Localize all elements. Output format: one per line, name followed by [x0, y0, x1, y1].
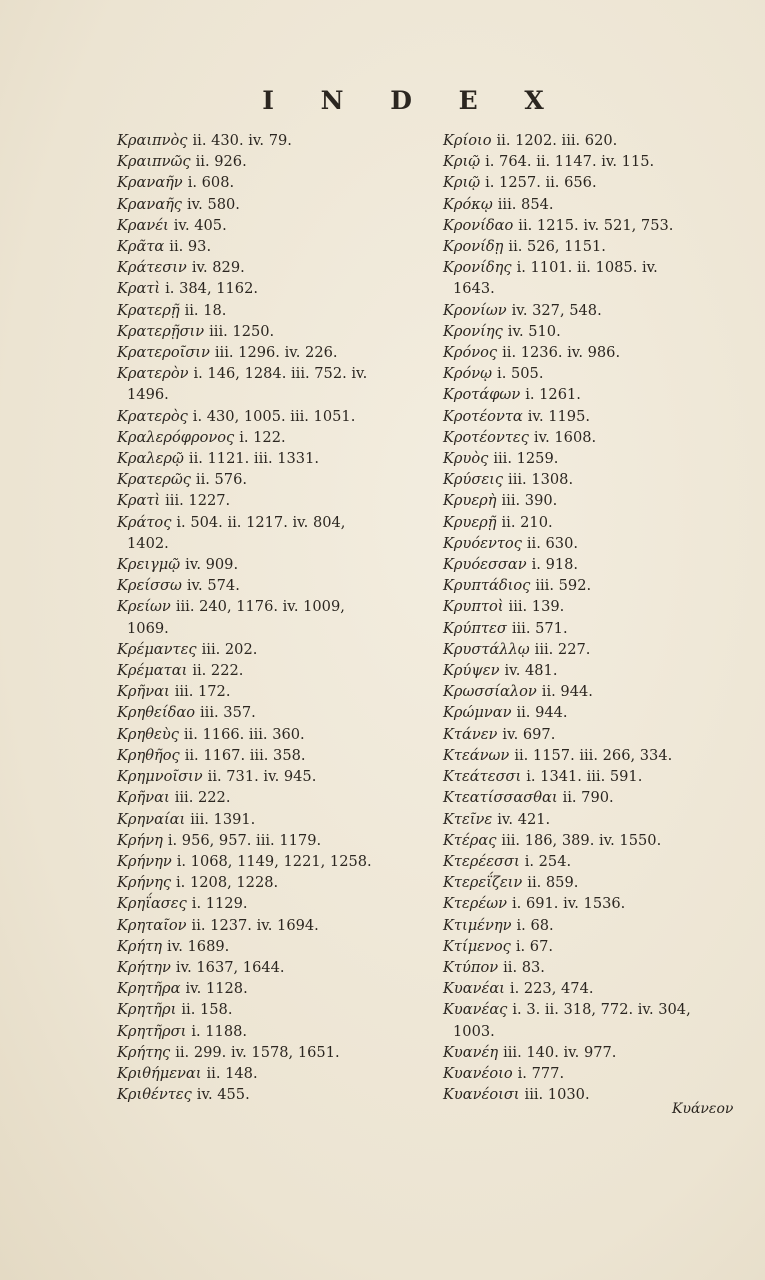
headword: Κρυστάλλῳ — [443, 640, 530, 658]
index-entry — [443, 427, 743, 448]
headword: Κρήτη — [117, 937, 163, 955]
index-entry — [117, 681, 429, 702]
references: iii. 222. — [174, 789, 231, 807]
index-entry-continuation — [117, 384, 429, 405]
headword: Κρείων — [117, 598, 171, 616]
references: iv. 481. — [504, 662, 558, 680]
index-entry — [117, 194, 429, 215]
references: iii. 571. — [511, 619, 568, 637]
catchword: Κυάνεον — [672, 1101, 734, 1117]
index-entry — [443, 342, 743, 363]
index-entry — [117, 321, 429, 342]
headword: Κρόνος — [443, 344, 498, 362]
headword: Κρέμαται — [117, 662, 188, 680]
index-entry-continuation — [117, 533, 429, 554]
references: i. 956, 957. iii. 1179. — [167, 831, 322, 849]
headword: Κριῷ — [443, 174, 481, 192]
index-entry — [117, 639, 429, 660]
headword: Κρύσεις — [443, 471, 504, 489]
index-entry — [443, 660, 743, 681]
references: i. 223, 474. — [509, 980, 594, 998]
headword: Κυανέοισι — [443, 1086, 520, 1104]
references: ii. 430. iv. 79. — [192, 132, 292, 149]
headword: Κραναῆν — [117, 174, 183, 192]
references: 1643. — [453, 280, 495, 298]
headword: Κρατερῇ — [117, 301, 180, 319]
references: ii. 148. — [206, 1064, 258, 1082]
index-entry — [117, 936, 429, 957]
headword: Κραλερῷ — [117, 450, 184, 468]
headword: Κροτάφων — [443, 386, 521, 404]
index-entry — [117, 215, 429, 236]
index-entry — [443, 809, 743, 830]
references: iv. 1637, 1644. — [175, 958, 285, 976]
references: iv. 421. — [497, 810, 551, 828]
headword: Κρηθεὺς — [117, 725, 179, 743]
index-entry — [443, 851, 743, 872]
headword: Κρήτης — [117, 1043, 171, 1061]
headword: Κρυερῇ — [443, 513, 497, 531]
references: ii. 93. — [169, 238, 212, 256]
references: i. 1341. iii. 591. — [526, 768, 643, 786]
references: ii. 83. — [503, 958, 545, 976]
index-entry-continuation — [117, 618, 429, 639]
references: ii. 1121. iii. 1331. — [188, 450, 319, 468]
index-entry — [117, 702, 429, 723]
index-entry — [443, 384, 743, 405]
headword: Κρῆναι — [117, 789, 170, 807]
headword: Κρειγμῷ — [117, 556, 181, 574]
references: ii. 859. — [527, 874, 579, 892]
references: i. 430, 1005. iii. 1051. — [192, 407, 356, 425]
headword: Κρονίδῃ — [443, 238, 504, 256]
index-entry — [443, 893, 743, 914]
index-entry — [117, 978, 429, 999]
index-entry — [117, 596, 429, 617]
references: i. 918. — [531, 556, 579, 574]
references: iii. 1030. — [524, 1086, 590, 1104]
index-entry — [443, 533, 743, 554]
headword: Κράτεσιν — [117, 259, 187, 277]
headword: Κριθέντες — [117, 1086, 192, 1104]
headword: Κτεάτεσσι — [443, 768, 522, 786]
headword: Κρήνης — [117, 874, 172, 892]
index-column-right — [443, 130, 743, 1105]
index-entry — [443, 151, 743, 172]
index-entry — [443, 215, 743, 236]
headword: Κρυόεσσαν — [443, 556, 527, 574]
index-entry — [443, 766, 743, 787]
references: ii. 526, 1151. — [508, 238, 606, 256]
references: i. 1208, 1228. — [176, 874, 279, 892]
references: i. 1188. — [191, 1022, 248, 1040]
headword: Κραλερόφρονος — [117, 428, 235, 446]
index-entry — [117, 512, 429, 533]
index-entry — [117, 172, 429, 193]
headword: Κρύπτεσ — [443, 619, 507, 637]
index-entry — [443, 724, 743, 745]
index-entry — [117, 575, 429, 596]
headword: Κρατερὸς — [117, 407, 188, 425]
references: iv. 574. — [186, 577, 240, 595]
index-entry — [443, 512, 743, 533]
headword: Κρᾶτα — [117, 238, 165, 256]
index-entry — [117, 766, 429, 787]
headword: Κρίοιο — [443, 132, 492, 149]
index-entry — [117, 809, 429, 830]
references: ii. 1167. iii. 358. — [184, 746, 306, 764]
index-entry — [117, 554, 429, 575]
index-entry — [117, 915, 429, 936]
headword: Κριῷ — [443, 153, 481, 171]
references: iii. 202. — [201, 640, 258, 658]
references: iii. 186, 389. iv. 1550. — [501, 831, 662, 849]
index-entry — [117, 1063, 429, 1084]
references: ii. 158. — [181, 1001, 233, 1019]
headword: Κρυερὴ — [443, 492, 497, 510]
index-entry — [117, 724, 429, 745]
references: i. 146, 1284. iii. 752. iv. — [193, 365, 368, 383]
references: ii. 222. — [192, 662, 244, 680]
headword: Κρόνῳ — [443, 365, 493, 383]
headword: Κραιπνὸς — [117, 132, 188, 149]
index-entry — [117, 872, 429, 893]
references: i. 3. ii. 318, 772. iv. 304, — [512, 1001, 691, 1019]
index-entry — [443, 1063, 743, 1084]
headword: Κυανέας — [443, 1001, 508, 1019]
headword: Κυανέοιο — [443, 1064, 513, 1082]
references: i. 1068, 1149, 1221, 1258. — [176, 852, 372, 870]
index-entry — [443, 702, 743, 723]
references: i. 777. — [517, 1064, 565, 1082]
index-entry — [443, 915, 743, 936]
headword: Κρήνη — [117, 831, 163, 849]
references: iv. 1128. — [185, 980, 248, 998]
headword: Κτερέων — [443, 895, 507, 913]
references: ii. 1157. iii. 266, 334. — [514, 746, 673, 764]
references: i. 1129. — [191, 895, 248, 913]
references: iii. 140. iv. 977. — [503, 1043, 617, 1061]
references: i. 504. ii. 1217. iv. 804, — [176, 513, 346, 531]
index-entry — [443, 978, 743, 999]
references: i. 67. — [515, 937, 554, 955]
index-entry — [117, 957, 429, 978]
references: iv. 909. — [185, 556, 239, 574]
index-entry — [117, 363, 429, 384]
headword: Κρανέι — [117, 216, 169, 234]
index-entry — [443, 130, 743, 151]
references: iv. 455. — [196, 1086, 250, 1104]
references: ii. 576. — [195, 471, 248, 489]
index-entry — [443, 490, 743, 511]
references: iv. 1689. — [167, 937, 230, 955]
references: ii. 630. — [526, 534, 578, 552]
index-entry — [443, 745, 743, 766]
headword: Κρητῆρα — [117, 980, 181, 998]
index-entry — [443, 639, 743, 660]
index-entry — [443, 872, 743, 893]
references: iii. 1250. — [209, 322, 275, 340]
references: iii. 390. — [501, 492, 558, 510]
headword: Κτεάνων — [443, 746, 510, 764]
references: ii. 1237. iv. 1694. — [191, 916, 319, 934]
references: iii. 172. — [174, 683, 231, 701]
references: iii. 240, 1176. iv. 1009, — [175, 598, 345, 616]
index-entry — [443, 172, 743, 193]
index-entry-continuation — [443, 1021, 743, 1042]
references: ii. 944. — [516, 704, 568, 722]
headword: Κρατερῶς — [117, 471, 191, 489]
headword: Κρημνοῖσιν — [117, 768, 203, 786]
index-entry — [117, 257, 429, 278]
references: iv. 510. — [507, 322, 561, 340]
index-entry — [443, 596, 743, 617]
references: iii. 1296. iv. 226. — [214, 344, 338, 362]
references: ii. 210. — [501, 513, 553, 531]
headword: Κρυόεντος — [443, 534, 522, 552]
index-entry — [117, 342, 429, 363]
references: iii. 1259. — [493, 450, 559, 468]
index-entry — [443, 681, 743, 702]
index-entry — [117, 830, 429, 851]
headword: Κτερέεσσι — [443, 852, 520, 870]
references: iii. 854. — [497, 195, 554, 213]
headword: Κρητῆρσι — [117, 1022, 187, 1040]
index-entry — [117, 151, 429, 172]
references: i. 122. — [239, 428, 286, 446]
page-title: I N D E X — [262, 86, 563, 115]
headword: Κρυπτοὶ — [443, 598, 504, 616]
references: iii. 357. — [200, 704, 256, 722]
headword: Κρατεροῖσιν — [117, 344, 210, 362]
headword: Κρονίδης — [443, 259, 512, 277]
headword: Κρατερὸν — [117, 365, 189, 383]
index-entry — [117, 278, 429, 299]
references: iv. 405. — [173, 216, 227, 234]
headword: Κτύπον — [443, 958, 499, 976]
headword: Κρύψεν — [443, 662, 500, 680]
headword: Κτιμένην — [443, 916, 512, 934]
index-entry — [443, 1042, 743, 1063]
references: iv. 829. — [191, 259, 245, 277]
references: ii. 731. iv. 945. — [207, 768, 317, 786]
headword: Κρυπτάδιος — [443, 577, 531, 595]
index-entry — [443, 406, 743, 427]
references: iii. 1227. — [165, 492, 231, 510]
references: i. 254. — [524, 852, 572, 870]
references: i. 505. — [497, 365, 544, 383]
references: ii. 790. — [562, 789, 614, 807]
index-entry-continuation — [443, 278, 743, 299]
index-entry — [443, 194, 743, 215]
headword: Κτεατίσσασθαι — [443, 789, 558, 807]
index-entry — [117, 236, 429, 257]
references: i. 1101. ii. 1085. iv. — [516, 259, 658, 277]
index-entry — [117, 999, 429, 1020]
references: ii. 1202. iii. 620. — [496, 132, 618, 149]
index-entry — [117, 406, 429, 427]
index-entry — [117, 660, 429, 681]
index-entry — [443, 618, 743, 639]
headword: Κρηταῖον — [117, 916, 187, 934]
headword: Κρονίων — [443, 301, 507, 319]
references: i. 691. iv. 1536. — [512, 895, 626, 913]
headword: Κριθήμεναι — [117, 1064, 202, 1082]
references: iii. 139. — [508, 598, 565, 616]
index-entry — [443, 936, 743, 957]
references: 1003. — [453, 1022, 495, 1040]
headword: Κυανέαι — [443, 980, 505, 998]
index-entry — [117, 787, 429, 808]
references: ii. 1215. iv. 521, 753. — [518, 216, 674, 234]
references: iv. 1608. — [533, 428, 597, 446]
index-entry — [443, 830, 743, 851]
index-entry — [443, 469, 743, 490]
headword: Κρατὶ — [117, 492, 161, 510]
index-entry — [117, 745, 429, 766]
references: ii. 299. iv. 1578, 1651. — [175, 1043, 340, 1061]
index-entry — [117, 448, 429, 469]
references: i. 608. — [187, 174, 235, 192]
references: i. 1261. — [525, 386, 581, 404]
headword: Κρατερῇσιν — [117, 322, 205, 340]
headword: Κρωσσίαλον — [443, 683, 537, 701]
headword: Κτέρας — [443, 831, 497, 849]
index-entry — [443, 575, 743, 596]
index-entry — [443, 363, 743, 384]
headword: Κρηθείδαο — [117, 704, 195, 722]
references: iv. 327, 548. — [511, 301, 602, 319]
references: iii. 1308. — [508, 471, 574, 489]
index-entry — [117, 490, 429, 511]
index-entry — [117, 851, 429, 872]
headword: Κρονίης — [443, 322, 503, 340]
headword: Κρέμαντες — [117, 640, 197, 658]
index-column-left — [117, 130, 429, 1105]
index-entry — [117, 427, 429, 448]
index-entry — [443, 554, 743, 575]
headword: Κτίμενος — [443, 937, 511, 955]
headword: Κρητῆρι — [117, 1001, 177, 1019]
references: iv. 580. — [186, 195, 240, 213]
headword: Κρατὶ — [117, 280, 161, 298]
headword: Κτάνεν — [443, 725, 498, 743]
headword: Κτερεΐζειν — [443, 874, 523, 892]
headword: Κρῆναι — [117, 683, 170, 701]
index-entry — [443, 957, 743, 978]
index-entry — [117, 1084, 429, 1105]
index-entry — [117, 469, 429, 490]
headword: Κραναῆς — [117, 195, 182, 213]
references: iii. 592. — [535, 577, 592, 595]
index-entry — [117, 1021, 429, 1042]
headword: Κρόκῳ — [443, 195, 493, 213]
references: 1069. — [127, 619, 169, 637]
headword: Κράτος — [117, 513, 172, 531]
index-entry — [443, 999, 743, 1020]
references: i. 1257. ii. 656. — [485, 174, 597, 192]
references: i. 764. ii. 1147. iv. 115. — [485, 153, 655, 171]
headword: Κυανέη — [443, 1043, 499, 1061]
headword: Κρηναίαι — [117, 810, 186, 828]
headword: Κρείσσω — [117, 577, 182, 595]
references: ii. 926. — [195, 153, 247, 171]
index-entry — [117, 1042, 429, 1063]
index-entry — [443, 236, 743, 257]
index-entry — [443, 787, 743, 808]
headword: Κρήτην — [117, 958, 171, 976]
index-entry — [443, 448, 743, 469]
references: ii. 944. — [541, 683, 593, 701]
references: 1402. — [127, 534, 169, 552]
index-entry — [443, 300, 743, 321]
headword: Κρηΐασες — [117, 895, 187, 913]
index-entry — [117, 300, 429, 321]
index-entry — [443, 321, 743, 342]
index-entry — [117, 130, 429, 151]
references: ii. 1166. iii. 360. — [183, 725, 305, 743]
headword: Κρονίδαο — [443, 216, 514, 234]
headword: Κροτέοντες — [443, 428, 529, 446]
headword: Κτεῖνε — [443, 810, 493, 828]
references: i. 68. — [516, 916, 554, 934]
headword: Κρώμναν — [443, 704, 512, 722]
headword: Κρυὸς — [443, 450, 489, 468]
references: i. 384, 1162. — [165, 280, 258, 298]
headword: Κραιπνῶς — [117, 153, 191, 171]
headword: Κροτέοντα — [443, 407, 523, 425]
references: ii. 1236. iv. 986. — [502, 344, 621, 362]
references: iii. 1391. — [190, 810, 256, 828]
index-entry — [117, 893, 429, 914]
references: iv. 697. — [502, 725, 556, 743]
references: ii. 18. — [184, 301, 227, 319]
references: iii. 227. — [534, 640, 591, 658]
headword: Κρήνην — [117, 852, 172, 870]
headword: Κρηθῆος — [117, 746, 180, 764]
references: 1496. — [127, 386, 169, 404]
index-entry — [443, 257, 743, 278]
references: iv. 1195. — [527, 407, 591, 425]
